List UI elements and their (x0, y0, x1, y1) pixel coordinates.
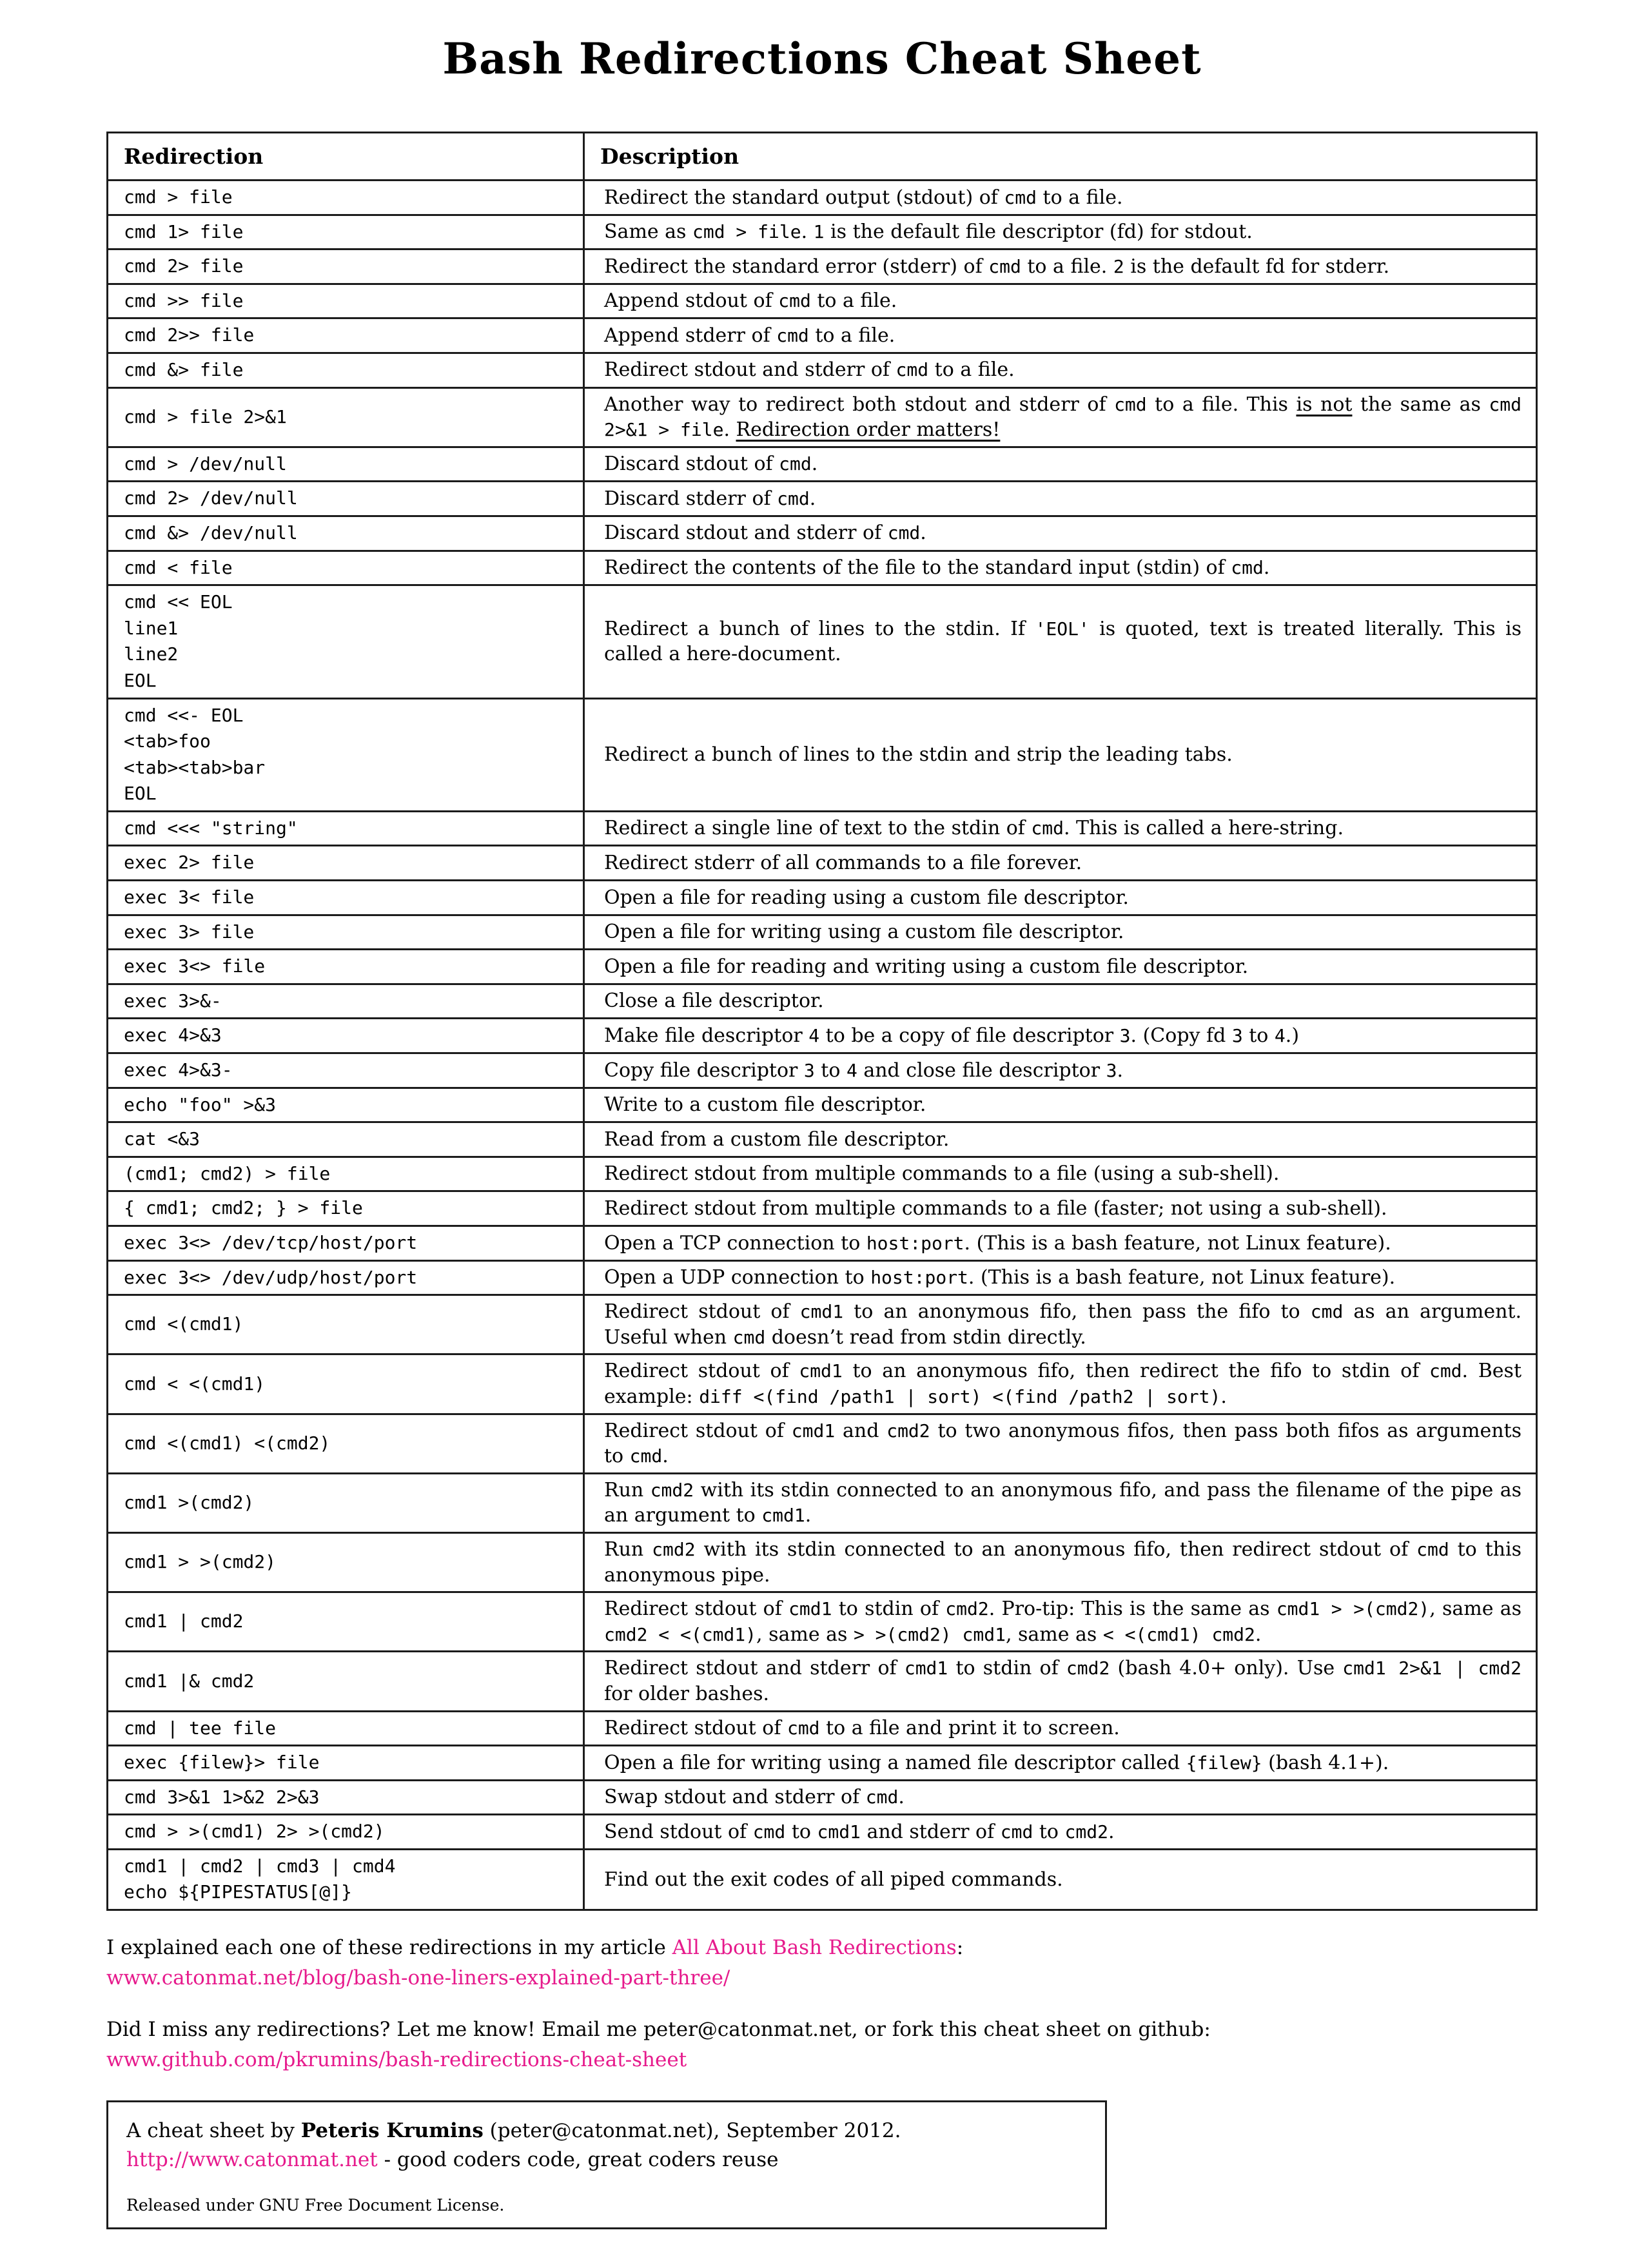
table-row (108, 811, 1537, 846)
inline-code: cmd1 (904, 1657, 948, 1679)
command-line: echo ${PIPESTATUS[@]} (124, 1881, 353, 1903)
inline-code: > >(cmd2) cmd1 (853, 1623, 1006, 1645)
description-cell: Redirect stdout and stderr of cmd1 to stdin of cmd2 (bash 4.0+ only). Use cmd1 2>&1 | cmd2 for older bashes. (584, 1652, 1537, 1711)
inline-code: cmd (778, 290, 811, 312)
table-row (108, 1157, 1537, 1191)
table-row (108, 1414, 1537, 1473)
description-cell: Redirect stdout of cmd1 to an anonymous fifo, then pass the fifo to cmd as an argument. Useful when cmd doesn’t read from stdin directly. (584, 1295, 1537, 1354)
command-line: <tab><tab>bar (124, 756, 266, 778)
inline-code: cmd2 (1066, 1657, 1110, 1679)
redirection-cell (108, 284, 584, 318)
command-line: cmd > file 2>&1 (124, 406, 287, 427)
inline-code: cmd1 (799, 1301, 844, 1323)
description-cell: Redirect stdout of cmd to a file and print it to screen. (584, 1711, 1537, 1746)
inline-code: cmd (1114, 393, 1147, 415)
redirection-cell (108, 447, 584, 482)
table-row (108, 482, 1537, 516)
inline-code: cmd (895, 359, 929, 381)
table-row (108, 1652, 1537, 1711)
table-row (108, 353, 1537, 387)
header-description: Description (584, 133, 1537, 181)
table-row (108, 249, 1537, 284)
redirection-cell (108, 585, 584, 698)
table-row (108, 215, 1537, 249)
command-line: cmd <(cmd1) (124, 1313, 244, 1335)
inline-code: cmd > file (692, 221, 801, 243)
command-line: line2 (124, 643, 179, 665)
inline-code: 4 (1274, 1024, 1286, 1046)
article-url-link[interactable]: www.catonmat.net/blog/bash-one-liners-explained-part-three/ (106, 1966, 730, 1989)
description-cell: Run cmd2 with its stdin connected to an anonymous fifo, then redirect stdout of cmd to this anonymous pipe. (584, 1532, 1537, 1592)
command-line: cmd &> /dev/null (124, 522, 298, 543)
redirection-cell (108, 551, 584, 585)
table-row (108, 318, 1537, 353)
inline-code: cmd (1310, 1301, 1344, 1323)
command-line: exec 3< file (124, 886, 255, 908)
inline-code: 2 (1113, 255, 1124, 277)
description-cell: Find out the exit codes of all piped commands. (584, 1849, 1537, 1910)
bold-text: Peteris Krumins (300, 2119, 484, 2143)
command-line: EOL (124, 669, 157, 691)
table-row (108, 881, 1537, 915)
inline-code: cmd (776, 324, 809, 346)
underlined-text: Redirection order matters! (736, 418, 1001, 442)
inline-code: 4 (808, 1024, 820, 1046)
command-line: cmd | tee file (124, 1717, 277, 1739)
table-row (108, 1019, 1537, 1053)
redirection-cell (108, 249, 584, 284)
command-line: cmd > /dev/null (124, 453, 287, 474)
table-row (108, 1122, 1537, 1157)
redirections-table (106, 132, 1538, 1911)
command-line: exec 3> file (124, 921, 255, 943)
command-line: exec 2> file (124, 852, 255, 874)
redirection-cell (108, 950, 584, 984)
credit-site-line: http://www.catonmat.net - good coders code, great coders reuse (126, 2148, 779, 2171)
inline-code: cmd (988, 255, 1021, 277)
description-cell: Open a file for writing using a named file descriptor called {filew} (bash 4.1+). (584, 1746, 1537, 1781)
inline-code: 3 (1231, 1024, 1243, 1046)
redirection-cell (108, 1260, 584, 1295)
description-cell: Read from a custom file descriptor. (584, 1122, 1537, 1157)
command-line: cmd 2>> file (124, 324, 255, 346)
table-row (108, 1532, 1537, 1592)
redirection-cell (108, 1053, 584, 1088)
inline-code: cmd (1031, 817, 1064, 839)
table-row (108, 516, 1537, 551)
command-line: cmd >> file (124, 289, 244, 311)
description-cell: Another way to redirect both stdout and stderr of cmd to a file. This is not the same as cmd 2>&1 > file. Redirection order matters! (584, 387, 1537, 447)
redirection-cell (108, 881, 584, 915)
redirection-cell (108, 915, 584, 950)
description-cell: Write to a custom file descriptor. (584, 1088, 1537, 1122)
command-line: cmd > >(cmd1) 2> >(cmd2) (124, 1821, 385, 1843)
inline-code: cmd (732, 1326, 766, 1348)
inline-code: cmd (1416, 1538, 1449, 1560)
description-cell: Redirect stdout of cmd1 and cmd2 to two anonymous fifos, then pass both fifos as arguments to cmd. (584, 1414, 1537, 1473)
table-row (108, 846, 1537, 881)
contact-note-text: Did I miss any redirections? Let me know! Email me peter@catonmat.net, or fork this cheat sheet on github: (106, 2018, 1211, 2042)
inline-code: cmd (752, 1821, 786, 1843)
table-row (108, 1053, 1537, 1088)
table-row (108, 284, 1537, 318)
command-line: exec 3<> file (124, 955, 266, 977)
inline-code: 1 (813, 221, 825, 243)
description-cell: Redirect stdout and stderr of cmd to a file. (584, 353, 1537, 387)
redirection-cell (108, 387, 584, 447)
command-line: cmd <<< "string" (124, 817, 298, 839)
redirection-cell (108, 1191, 584, 1226)
command-line: cmd <<- EOL (124, 704, 244, 726)
redirection-cell (108, 811, 584, 846)
redirection-cell (108, 1815, 584, 1850)
github-url-link[interactable]: www.github.com/pkrumins/bash-redirections-cheat-sheet (106, 2048, 687, 2071)
redirection-cell (108, 181, 584, 215)
command-line: echo "foo" >&3 (124, 1093, 277, 1115)
command-line: cmd1 > >(cmd2) (124, 1551, 277, 1573)
header-row (108, 133, 1537, 181)
description-cell: Open a file for writing using a custom file descriptor. (584, 915, 1537, 950)
command-line: cmd < file (124, 556, 233, 578)
description-cell: Redirect stdout from multiple commands to a file (faster; not using a sub-shell). (584, 1191, 1537, 1226)
description-cell: Redirect stdout of cmd1 to stdin of cmd2. Pro-tip: This is the same as cmd1 > >(cmd2), same as cmd2 < <(cmd1), same as > >(cmd2) cmd1, same as < <(cmd1) cmd2. (584, 1592, 1537, 1652)
command-line: <tab>foo (124, 730, 211, 752)
description-cell: Discard stdout of cmd. (584, 447, 1537, 482)
description-cell: Open a UDP connection to host:port. (This is a bash feature, not Linux feature). (584, 1260, 1537, 1295)
redirection-cell (108, 1780, 584, 1815)
description-cell: Swap stdout and stderr of cmd. (584, 1780, 1537, 1815)
description-cell: Open a file for reading and writing using a custom file descriptor. (584, 950, 1537, 984)
description-cell: Discard stdout and stderr of cmd. (584, 516, 1537, 551)
inline-code: 3 (803, 1059, 815, 1081)
description-cell: Append stdout of cmd to a file. (584, 284, 1537, 318)
inline-code: cmd2 (650, 1479, 694, 1501)
redirection-cell (108, 1019, 584, 1053)
inline-code: 3 (1106, 1059, 1117, 1081)
description-cell: Redirect a bunch of lines to the stdin. If 'EOL' is quoted, text is treated literally. This is called a here-document. (584, 585, 1537, 698)
command-line: cmd 3>&1 1>&2 2>&3 (124, 1786, 320, 1808)
inline-code: 3 (1119, 1024, 1131, 1046)
page-title: Bash Redirections Cheat Sheet (442, 34, 1202, 84)
redirection-cell (108, 698, 584, 811)
redirection-cell (108, 215, 584, 249)
inline-code: cmd1 (817, 1821, 861, 1843)
command-line: EOL (124, 783, 157, 805)
command-line: cmd1 | cmd2 (124, 1610, 244, 1632)
table-row (108, 181, 1537, 215)
command-line: cmd1 | cmd2 | cmd3 | cmd4 (124, 1855, 396, 1877)
command-line: cmd > file (124, 186, 233, 208)
credit-author-line: A cheat sheet by Peteris Krumins (peter@catonmat.net), September 2012. (126, 2119, 901, 2143)
inline-code: cmd (787, 1717, 820, 1739)
credit-box (106, 2100, 1107, 2229)
command-line: cmd < <(cmd1) (124, 1373, 266, 1394)
table-row (108, 1815, 1537, 1850)
command-line: exec 3>&- (124, 990, 222, 1012)
table-row (108, 1780, 1537, 1815)
inline-code: cmd (1004, 186, 1037, 208)
description-cell: Redirect the contents of the file to the standard input (stdin) of cmd. (584, 551, 1537, 585)
redirection-cell (108, 846, 584, 881)
command-line: cmd << EOL (124, 591, 233, 613)
inline-code: cmd1 2>&1 | cmd2 (1342, 1657, 1522, 1679)
description-cell: Same as cmd > file. 1 is the default file descriptor (fd) for stdout. (584, 215, 1537, 249)
command-line: { cmd1; cmd2; } > file (124, 1197, 363, 1219)
description-cell: Redirect stdout of cmd1 to an anonymous fifo, then redirect the fifo to stdin of cmd. Best example: diff <(find /path1 | sort) <(find /path2 | sort). (584, 1354, 1537, 1414)
inline-code: < <(cmd1) cmd2 (1102, 1623, 1255, 1645)
table-row (108, 698, 1537, 811)
command-line: cat <&3 (124, 1128, 201, 1150)
table-row (108, 551, 1537, 585)
command-line: cmd1 >(cmd2) (124, 1492, 255, 1514)
description-cell: Redirect the standard error (stderr) of cmd to a file. 2 is the default fd for stderr. (584, 249, 1537, 284)
inline-code: host:port (866, 1232, 964, 1254)
inline-code: cmd 2>&1 > file (604, 393, 1522, 441)
table-row (108, 1592, 1537, 1652)
description-cell: Copy file descriptor 3 to 4 and close file descriptor 3. (584, 1053, 1537, 1088)
table-row (108, 1226, 1537, 1261)
inline-code: cmd (629, 1445, 663, 1467)
command-line: exec 4>&3- (124, 1059, 233, 1081)
table-row (108, 984, 1537, 1019)
table-row (108, 950, 1537, 984)
redirection-cell (108, 1088, 584, 1122)
table-row (108, 447, 1537, 482)
table-row (108, 915, 1537, 950)
redirection-cell (108, 353, 584, 387)
redirection-cell (108, 1711, 584, 1746)
command-line: cmd 2> file (124, 255, 244, 277)
table-header (108, 133, 1537, 181)
command-line: cmd 1> file (124, 220, 244, 242)
table-row (108, 1354, 1537, 1414)
command-line: (cmd1; cmd2) > file (124, 1162, 331, 1184)
inline-code: host:port (870, 1267, 968, 1289)
header-redirection: Redirection (108, 133, 584, 181)
redirection-cell (108, 482, 584, 516)
redirection-cell (108, 1473, 584, 1532)
command-line: cmd1 |& cmd2 (124, 1670, 255, 1692)
description-cell: Send stdout of cmd to cmd1 and stderr of cmd to cmd2. (584, 1815, 1537, 1850)
inline-code: cmd (865, 1786, 899, 1808)
table-row (108, 1473, 1537, 1532)
table-row (108, 1746, 1537, 1781)
description-cell: Redirect a single line of text to the stdin of cmd. This is called a here-string. (584, 811, 1537, 846)
article-note-text: I explained each one of these redirections in my article All About Bash Redirections: (106, 1936, 964, 1960)
table-row (108, 1260, 1537, 1295)
inline-code: cmd (1231, 557, 1264, 579)
inline-code: diff <(find /path1 | sort) <(find /path2 | sort) (699, 1385, 1221, 1407)
description-cell: Close a file descriptor. (584, 984, 1537, 1019)
table-row (108, 1295, 1537, 1354)
table-row (108, 1849, 1537, 1910)
table-row (108, 1088, 1537, 1122)
credit-license: Released under GNU Free Document License. (126, 2195, 505, 2214)
link[interactable]: All About Bash Redirections (672, 1936, 957, 1960)
command-line: exec 3<> /dev/tcp/host/port (124, 1232, 418, 1253)
table-row (108, 1191, 1537, 1226)
description-cell: Redirect the standard output (stdout) of cmd to a file. (584, 181, 1537, 215)
redirection-cell (108, 1746, 584, 1781)
redirection-cell (108, 1592, 584, 1652)
inline-code: 4 (846, 1059, 857, 1081)
description-cell: Open a TCP connection to host:port. (This is a bash feature, not Linux feature). (584, 1226, 1537, 1261)
command-line: exec 4>&3 (124, 1024, 222, 1046)
description-cell: Open a file for reading using a custom file descriptor. (584, 881, 1537, 915)
table-row (108, 387, 1537, 447)
command-line: exec {filew}> file (124, 1752, 320, 1774)
article-note (106, 1933, 1538, 1993)
description-cell: Redirect stderr of all commands to a file forever. (584, 846, 1537, 881)
contact-note (106, 2015, 1538, 2075)
redirection-cell (108, 1157, 584, 1191)
inline-code: cmd1 > >(cmd2) (1276, 1598, 1430, 1620)
description-cell: Make file descriptor 4 to be a copy of file descriptor 3. (Copy fd 3 to 4.) (584, 1019, 1537, 1053)
redirection-cell (108, 984, 584, 1019)
underlined-text: is not (1296, 393, 1353, 416)
description-cell: Discard stderr of cmd. (584, 482, 1537, 516)
command-line: exec 3<> /dev/udp/host/port (124, 1266, 418, 1288)
command-line: cmd 2> /dev/null (124, 487, 298, 509)
inline-code: cmd2 < <(cmd1) (604, 1623, 757, 1645)
inline-code: {filew} (1186, 1752, 1262, 1774)
inline-code: cmd1 (799, 1360, 843, 1382)
inline-code: cmd1 (788, 1598, 832, 1620)
redirection-cell (108, 318, 584, 353)
redirection-cell (108, 1652, 584, 1711)
redirection-cell (108, 1849, 584, 1910)
inline-code: cmd2 (1064, 1821, 1108, 1843)
redirection-cell (108, 1414, 584, 1473)
table-row (108, 585, 1537, 698)
table-row (108, 1711, 1537, 1746)
redirection-cell (108, 1122, 584, 1157)
inline-code: cmd1 (761, 1505, 805, 1527)
description-cell: Redirect a bunch of lines to the stdin and strip the leading tabs. (584, 698, 1537, 811)
redirection-cell (108, 1532, 584, 1592)
redirection-cell (108, 1226, 584, 1261)
description-cell: Append stderr of cmd to a file. (584, 318, 1537, 353)
command-line: cmd <(cmd1) <(cmd2) (124, 1432, 331, 1454)
inline-code: cmd1 (791, 1420, 836, 1442)
table-body (108, 181, 1537, 1910)
inline-code: cmd2 (886, 1420, 930, 1442)
inline-code: cmd2 (652, 1538, 696, 1560)
command-line: line1 (124, 617, 179, 639)
link[interactable]: http://www.catonmat.net (126, 2148, 378, 2171)
command-line: cmd &> file (124, 358, 244, 380)
description-cell: Redirect stdout from multiple commands to a file (using a sub-shell). (584, 1157, 1537, 1191)
redirection-cell (108, 516, 584, 551)
inline-code: cmd (779, 453, 812, 475)
inline-code: cmd (1429, 1360, 1462, 1382)
redirection-cell (108, 1295, 584, 1354)
inline-code: 'EOL' (1035, 618, 1090, 640)
description-cell: Run cmd2 with its stdin connected to an anonymous fifo, and pass the filename of the pipe as an argument to cmd1. (584, 1473, 1537, 1532)
redirection-cell (108, 1354, 584, 1414)
inline-code: cmd (1000, 1821, 1033, 1843)
inline-code: cmd (887, 522, 921, 544)
inline-code: cmd2 (945, 1598, 989, 1620)
inline-code: cmd (777, 487, 810, 509)
